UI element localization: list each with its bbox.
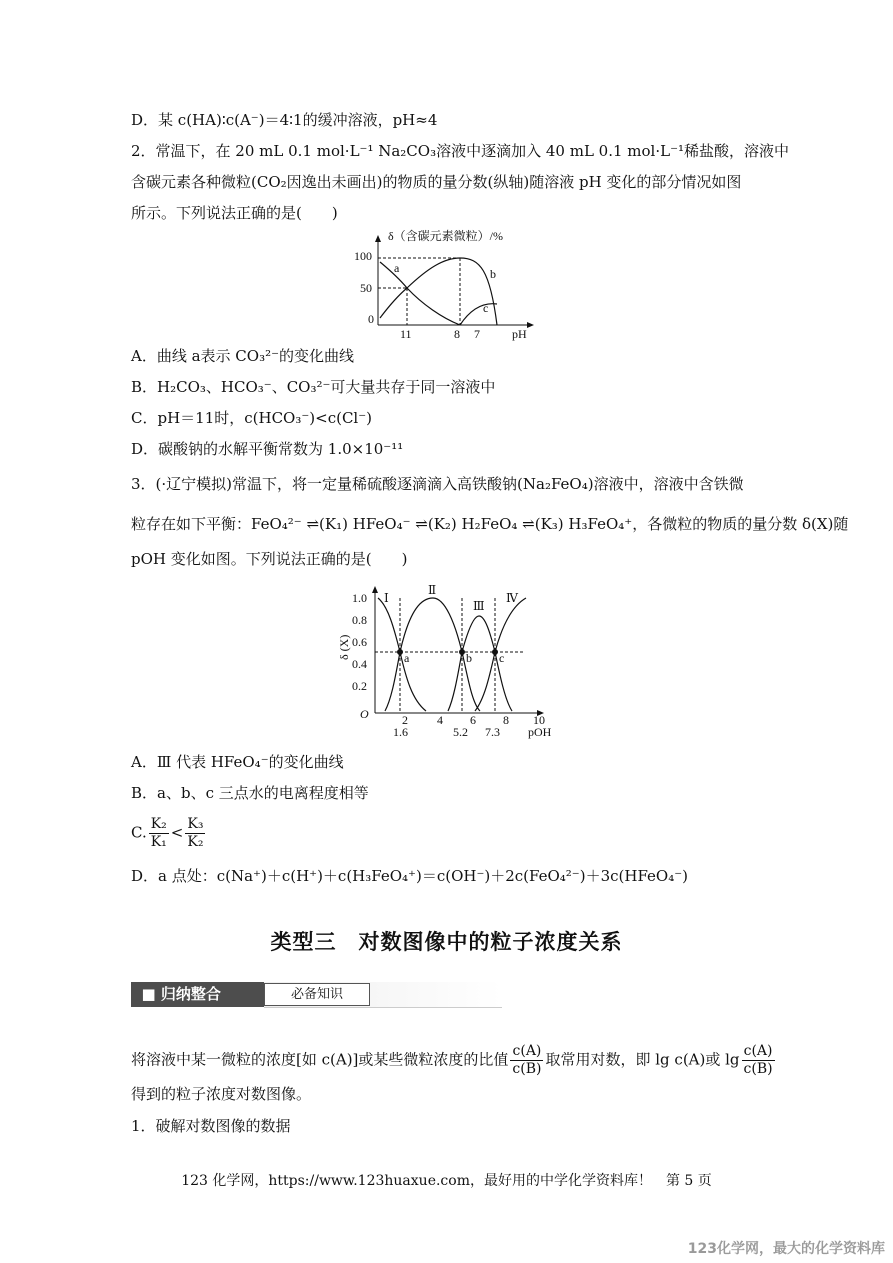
q2-stem-line3: 所示。下列说法正确的是( ) bbox=[131, 204, 338, 222]
curve-a bbox=[380, 262, 460, 325]
page-footer: 123 化学网，https://www.123huaxue.com，最好用的中学化学资料库！ 第 5 页 bbox=[181, 1173, 712, 1189]
xtick-7: 7 bbox=[474, 327, 480, 341]
q3c-compare: < bbox=[170, 823, 184, 842]
x-label: pH bbox=[512, 327, 527, 341]
xtick-52: 5.2 bbox=[453, 725, 468, 739]
xtick-4: 4 bbox=[437, 713, 443, 727]
label-b: b bbox=[466, 651, 472, 665]
label-c: c bbox=[483, 301, 489, 315]
q3-stem-line2: 粒存在如下平衡：FeO₄²⁻ ⇌(K₁) HFeO₄⁻ ⇌(K₂) H₂FeO₄ ⇌(K₃) H₃FeO₄⁺，各微粒的物质的量分数 δ(X)随 bbox=[131, 515, 849, 533]
q3-stem-line3: pOH 变化如图。下列说法正确的是( ) bbox=[131, 550, 408, 568]
q2-stem-line1: 2．常温下，在 20 mL 0.1 mol·L⁻¹ Na₂CO₃溶液中逐滴加入 40 mL 0.1 mol·L⁻¹稀盐酸，溶液中 bbox=[131, 142, 790, 160]
fraction-k2-k1: $\frac{\text{K₂}}{\text{K₁}}$ bbox=[150, 816, 167, 850]
q2-option-b: B．H₂CO₃、HCO₃⁻、CO₃²⁻可大量共存于同一溶液中 bbox=[131, 378, 496, 396]
xtick-8: 8 bbox=[503, 713, 509, 727]
watermark: 123化学网，最大的化学资料库 bbox=[687, 1241, 885, 1257]
q2-chart bbox=[350, 230, 550, 340]
ytick-100: 100 bbox=[354, 249, 372, 263]
label-a: a bbox=[404, 651, 410, 665]
subheading-1: 1．破解对数图像的数据 bbox=[131, 1117, 291, 1135]
xtick-10: 10 bbox=[533, 713, 545, 727]
label-ii: Ⅱ bbox=[428, 583, 437, 597]
q3c-prefix: C. bbox=[131, 823, 147, 842]
curve-c bbox=[460, 304, 497, 325]
xtick-8: 8 bbox=[454, 327, 460, 341]
label-iii: Ⅲ bbox=[473, 599, 485, 613]
x-arrow bbox=[527, 322, 534, 328]
y-label: δ（含碳元素微粒）/% bbox=[388, 229, 503, 243]
section-heading: 类型三 对数图像中的粒子浓度关系 bbox=[270, 930, 623, 954]
q2-option-d: D．碳酸钠的水解平衡常数为 1.0×10⁻¹¹ bbox=[131, 440, 404, 458]
q1-option-d: D．某 c(HA)∶c(A⁻)＝4∶1的缓冲溶液，pH≈4 bbox=[131, 111, 438, 129]
ytick-04: 0.4 bbox=[352, 657, 367, 671]
q2-stem-line2: 含碳元素各种微粒(CO₂因逸出未画出)的物质的量分数(纵轴)随溶液 pH 变化的部分情况如图 bbox=[131, 173, 742, 191]
ytick-1: 1.0 bbox=[352, 591, 367, 605]
label-c: c bbox=[499, 651, 505, 665]
q3-option-c bbox=[131, 816, 207, 851]
q3-option-b: B．a、b、c 三点水的电离程度相等 bbox=[131, 784, 369, 802]
y-label: δ (X) bbox=[337, 634, 351, 660]
xtick-73: 7.3 bbox=[485, 725, 500, 739]
ytick-0: 0 bbox=[368, 312, 374, 326]
q3-option-d: D．a 点处：c(Na⁺)＋c(H⁺)＋c(H₃FeO₄⁺)＝c(OH⁻)＋2c(FeO₄²⁻)＋3c(HFeO₄⁻) bbox=[131, 867, 689, 885]
fraction-ca-cb: $\frac{c(A)}{c(B)}$ bbox=[512, 1043, 542, 1077]
xtick-11: 11 bbox=[400, 327, 412, 341]
xtick-16: 1.6 bbox=[393, 725, 408, 739]
y-arrow bbox=[372, 586, 378, 593]
xtick-2: 2 bbox=[402, 713, 408, 727]
label-i: Ⅰ bbox=[384, 591, 389, 605]
label-b: b bbox=[490, 267, 496, 281]
fraction-ca-cb-2: $\frac{c(A)}{c(B)}$ bbox=[743, 1043, 773, 1077]
y-arrow bbox=[375, 235, 381, 242]
paragraph-line2: 得到的粒子浓度对数图像。 bbox=[131, 1085, 312, 1103]
x-label: pOH bbox=[528, 725, 552, 739]
ytick-08: 0.8 bbox=[352, 613, 367, 627]
label-iv: Ⅳ bbox=[506, 591, 518, 605]
ytick-50: 50 bbox=[360, 281, 372, 295]
origin-label: O bbox=[360, 707, 369, 721]
point-c bbox=[492, 649, 498, 655]
paragraph-line1: 将溶液中某一微粒的浓度[如 c(A)]或某些微粒浓度的比值 $\frac{c(A)}{c(B)}$ 取常用对数，即 lg c(A)或 lg $\frac{c(A)}{c(B)}$ bbox=[131, 1043, 773, 1077]
ytick-06: 0.6 bbox=[352, 635, 367, 649]
section-banner bbox=[131, 982, 486, 1007]
q2-option-a: A．曲线 a表示 CO₃²⁻的变化曲线 bbox=[131, 347, 355, 365]
ytick-02: 0.2 bbox=[352, 679, 367, 693]
point-a bbox=[397, 649, 403, 655]
curve-1 bbox=[378, 598, 426, 711]
fraction-k3-k2: $\frac{\text{K₃}}{\text{K₂}}$ bbox=[187, 816, 204, 850]
q2-option-c: C．pH＝11时，c(HCO₃⁻)<c(Cl⁻) bbox=[131, 409, 373, 427]
q3-stem-line1: 3．(·辽宁模拟)常温下，将一定量稀硫酸逐滴滴入高铁酸钠(Na₂FeO₄)溶液中，溶液中含铁微 bbox=[131, 475, 744, 493]
xtick-6: 6 bbox=[470, 713, 476, 727]
q3-chart bbox=[337, 578, 552, 748]
banner-sub-label: 必备知识 bbox=[264, 983, 370, 1006]
banner-main-label: ■ 归纳整合 bbox=[131, 982, 264, 1007]
label-a: a bbox=[394, 261, 400, 275]
point-b bbox=[459, 649, 465, 655]
q3-option-a: A．Ⅲ 代表 HFeO₄⁻的变化曲线 bbox=[131, 753, 344, 771]
